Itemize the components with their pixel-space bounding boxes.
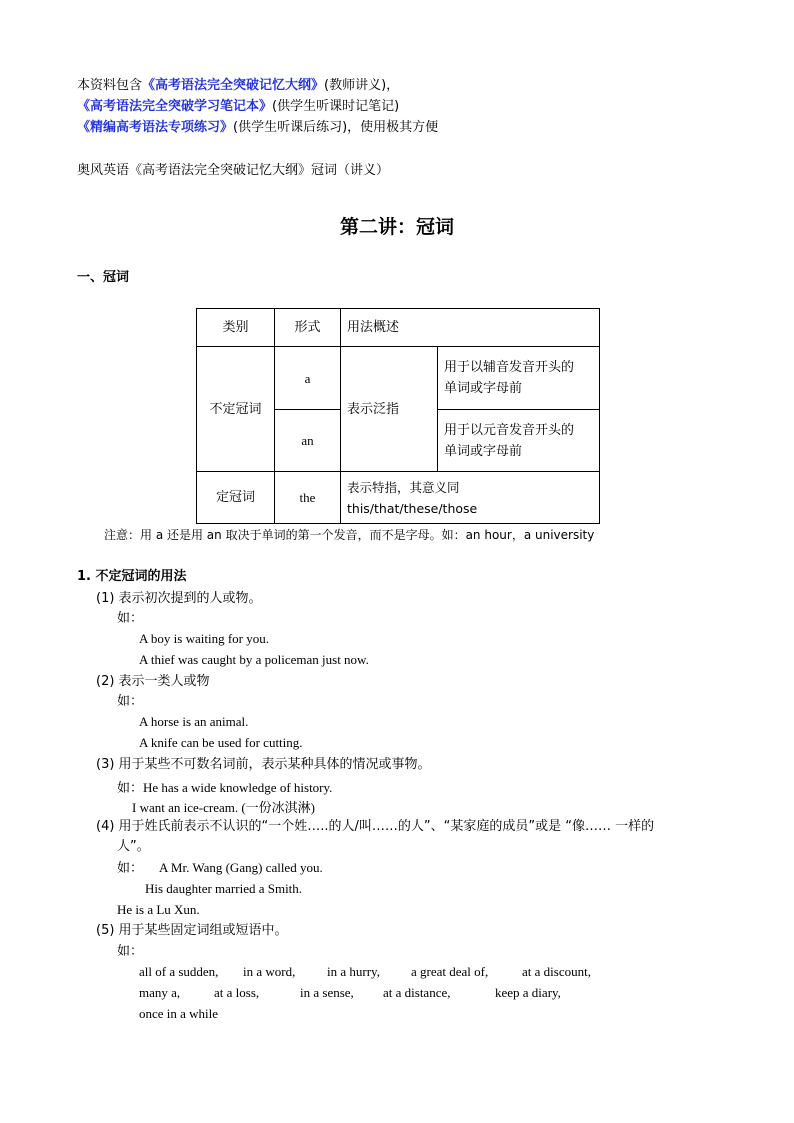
item-1: (1) 表示初次提到的人或物。: [96, 591, 262, 606]
a-desc-line: 单词或字母前: [444, 381, 523, 396]
example-sentence: A boy is waiting for you.: [139, 631, 269, 646]
article-table: [196, 308, 600, 524]
table-header-cell: 形式: [275, 309, 341, 347]
page-title: 第二讲：冠词: [339, 216, 454, 238]
phrase: a great deal of,: [411, 964, 489, 979]
section-heading: 一、冠词: [77, 270, 130, 285]
phrase: at a discount,: [522, 964, 591, 979]
phrase: all of a sudden,: [139, 964, 219, 979]
subsection-heading: 1. 不定冠词的用法: [77, 569, 187, 584]
phrase: at a loss,: [214, 985, 260, 1000]
table-header-cell: 用法概述: [341, 309, 600, 347]
phrase: in a word,: [243, 964, 296, 979]
intro-text: (供学生听课后练习)，使用极其方便: [233, 120, 439, 135]
intro-link-notebook[interactable]: 《高考语法完全突破学习笔记本》: [77, 99, 273, 114]
form-the-cell: the: [275, 472, 341, 524]
intro-line-1: [77, 77, 399, 95]
example-sentence: A Mr. Wang (Gang) called you.: [159, 860, 323, 875]
example-lead: 如：: [117, 861, 144, 876]
item-4-continuation: 人”。: [117, 839, 150, 854]
example-sentence: His daughter married a Smith.: [145, 881, 303, 896]
phrase: in a sense,: [300, 985, 354, 1000]
indefinite-usage-cell: 表示泛指: [341, 347, 438, 472]
note: 注意：用 a 还是用 an 取决于单词的第一个发音，而不是字母。如：an hour，a university: [104, 528, 595, 542]
item-3: (3) 用于某些不可数名词前，表示某种具体的情况或事物。: [96, 757, 431, 772]
item-5: (5) 用于某些固定词组或短语中。: [96, 923, 288, 938]
indefinite-label-cell: 不定冠词: [197, 347, 275, 472]
definite-label-cell: 定冠词: [197, 472, 275, 524]
intro-text: (供学生听课时记笔记): [272, 99, 400, 114]
item-2: (2) 表示一类人或物: [96, 674, 210, 689]
example-lead: 如：: [117, 611, 144, 626]
phrase: many a,: [139, 985, 181, 1000]
phrase: in a hurry,: [327, 964, 380, 979]
form-an-cell: an: [275, 410, 341, 472]
example-lead: 如：: [117, 944, 144, 959]
form-a-cell: a: [275, 347, 341, 410]
an-desc-line: 单词或字母前: [444, 443, 523, 459]
example-sentence: 如：He has a wide knowledge of history.: [117, 780, 333, 795]
a-description-cell: [438, 347, 600, 410]
example-lead: 如：: [117, 694, 144, 709]
intro-link-exercises[interactable]: 《精编高考语法专项练习》: [77, 120, 234, 135]
doc-header: 奥风英语《高考语法完全突破记忆大纲》冠词（讲义）: [77, 163, 390, 178]
definite-usage-cell: 表示特指，其意义同 this/that/these/those: [341, 472, 600, 524]
phrase: at a distance,: [383, 985, 451, 1000]
example-sentence: I want an ice-cream. (一份冰淇淋): [132, 800, 316, 815]
intro-line-3: [77, 119, 438, 137]
intro-link-outline[interactable]: 《高考语法完全突破记忆大纲》: [142, 78, 325, 93]
example-sentence: A thief was caught by a policeman just now.: [139, 652, 369, 667]
intro-line-2: [77, 98, 399, 116]
example-sentence: A horse is an animal.: [139, 714, 249, 729]
an-description-cell: [438, 410, 600, 472]
an-desc-line: 用于以元音发音开头的: [444, 422, 575, 438]
example-sentence: He is a Lu Xun.: [117, 902, 200, 917]
intro-text: (教师讲义)，: [324, 78, 400, 93]
example-sentence: A knife can be used for cutting.: [139, 735, 303, 750]
phrase: keep a diary,: [495, 985, 561, 1000]
a-desc-line: 用于以辅音发音开头的: [444, 360, 575, 375]
table-header-cell: 类别: [197, 309, 275, 347]
item-4: (4) 用于姓氏前表示不认识的“一个姓…..的人/叫……的人”、“某家庭的成员”或是 “像…… 一样的: [96, 819, 655, 834]
intro-text: 本资料包含: [77, 78, 143, 93]
phrase: once in a while: [139, 1006, 219, 1021]
